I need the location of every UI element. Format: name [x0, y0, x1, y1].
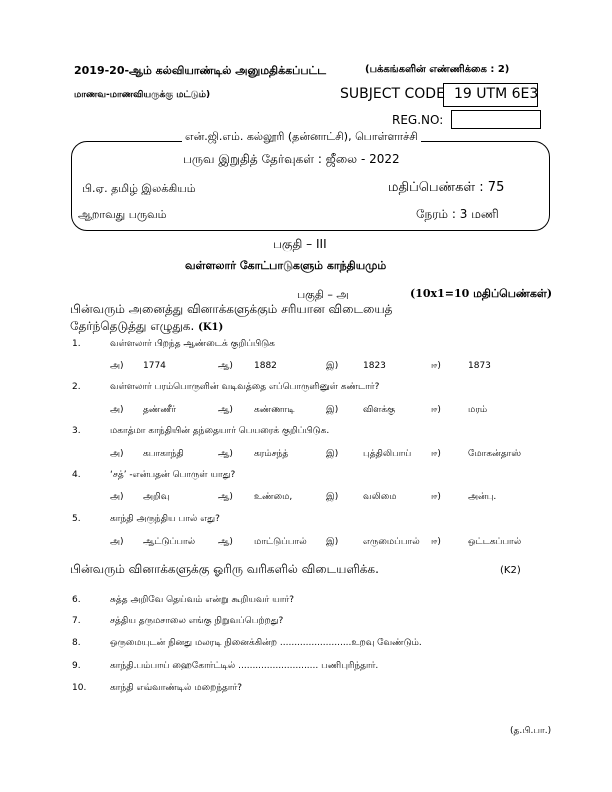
option-text: அன்பு.: [468, 492, 497, 502]
option-label: அ): [110, 449, 124, 459]
question-number: 6.: [72, 595, 81, 605]
question-text: காந்தி அருந்திய பால் எது?: [110, 514, 220, 524]
option-text: தண்ணீர்: [143, 405, 177, 415]
option-label: ஈ): [431, 405, 441, 415]
question-text: வள்ளலார் பரம்பொருளின் வடிவத்தை எப்பொருளினுள் கண்டார்?: [110, 382, 380, 392]
option-text: 1882: [254, 361, 277, 371]
question-text: காந்தி.பம்பாய் ஹைகோர்ட்டில் ............................ பணிபுரிந்தார்.: [110, 661, 379, 671]
question-number: 7.: [72, 616, 81, 626]
section-b-level: (K2): [500, 565, 521, 576]
subject-code-label: SUBJECT CODE: [340, 86, 445, 102]
academic-year-note: 2019-20-ஆம் கல்வியாண்டில் அனுமதிக்கப்பட்ட: [74, 64, 327, 77]
question-number: 2.: [72, 382, 81, 392]
question-number: 3.: [72, 426, 81, 436]
question-text: சுத்த அறிவே தெய்வம் என்று கூறியவர் யார்?: [110, 595, 295, 605]
option-label: இ): [326, 492, 339, 502]
option-text: அறிவு: [143, 492, 170, 502]
paper-title: வள்ளலார் கோட்பாடுகளும் காந்தியமும்: [185, 259, 387, 272]
section-a-label: பகுதி – அ: [297, 288, 349, 301]
exam-duration: நேரம் : 3 மணி: [416, 207, 499, 221]
option-text: கண்ணாடி: [254, 405, 295, 415]
option-label: ஆ): [218, 405, 233, 415]
exam-title: பருவ இறுதித் தேர்வுகள் : ஜீலை - 2022: [183, 152, 400, 166]
option-label: அ): [110, 361, 124, 371]
option-label: ஈ): [431, 492, 441, 502]
question-text: ஒருமையுடன் நினது மலரடி நினைக்கின்ற .........................உறவு வேண்டும்.: [110, 638, 422, 648]
instruction-2-text: தேர்ந்தெடுத்து எழுதுக.: [70, 319, 195, 333]
section-a-instruction-2: [70, 319, 223, 335]
section-a-instruction-1: பின்வரும் அனைத்து வினாக்களுக்கும் சரியான விடையைத்: [70, 302, 393, 316]
option-label: அ): [110, 492, 124, 502]
option-text: விளக்கு: [363, 405, 396, 415]
option-text: ஆட்டுப்பால்: [143, 537, 196, 547]
option-label: ஆ): [218, 449, 233, 459]
college-name: என்.ஜி.எம். கல்லூரி (தன்னாட்சி), பொள்ளாச்சி: [182, 130, 421, 145]
option-label: ஈ): [431, 361, 441, 371]
semester: ஆறாவது பருவம்: [78, 208, 167, 221]
option-label: இ): [326, 537, 339, 547]
option-text: மோகன்தாஸ்: [468, 449, 522, 459]
question-number: 9.: [72, 661, 81, 671]
option-text: ஒட்டகப்பால்: [468, 537, 522, 547]
option-label: அ): [110, 405, 124, 415]
option-label: ஈ): [431, 449, 441, 459]
section-a-level: (K1): [198, 322, 224, 333]
option-label: ஈ): [431, 537, 441, 547]
option-text: மாட்டுப்பால்: [254, 537, 307, 547]
option-text: 1823: [363, 361, 386, 371]
option-label: இ): [326, 361, 339, 371]
question-number: 10.: [72, 683, 87, 693]
option-text: 1873: [468, 361, 491, 371]
option-text: 1774: [143, 361, 166, 371]
subject-code-value: 19 UTM 6E3: [454, 86, 539, 102]
question-number: 1.: [72, 339, 81, 349]
question-number: 5.: [72, 514, 81, 524]
page-count-note: (பக்கங்களின் எண்ணிக்கை : 2): [365, 64, 510, 75]
option-text: வலிமை: [363, 492, 397, 502]
option-label: அ): [110, 537, 124, 547]
option-label: இ): [326, 405, 339, 415]
question-text: மகாத்மா காந்தியின் தந்தையார் பெயரைக் குறிப்பிடுக.: [110, 426, 330, 436]
option-text: கரம்சந்த்: [254, 449, 289, 459]
option-text: எருமைப்பால்: [363, 537, 420, 547]
question-text: ‘சத்’ -என்பதன் பொருள் யாது?: [110, 470, 236, 480]
subject-code-box: [443, 83, 538, 107]
option-label: ஆ): [218, 361, 233, 371]
option-label: ஆ): [218, 537, 233, 547]
question-number: 8.: [72, 638, 81, 648]
students-note: மாணவ-மாணவியருக்கு மட்டும்): [74, 90, 211, 100]
reg-no-field[interactable]: [451, 110, 541, 129]
option-text: மரம்: [468, 405, 488, 415]
section-a-marks: (10x1=10 மதிப்பெண்கள்): [410, 287, 553, 300]
max-marks: மதிப்பெண்கள் : 75: [388, 180, 505, 195]
paper-part: பகுதி – III: [273, 237, 327, 251]
option-label: இ): [326, 449, 339, 459]
option-label: ஆ): [218, 492, 233, 502]
question-number: 4.: [72, 470, 81, 480]
question-text: காந்தி எவ்வாண்டில் மறைந்தார்?: [110, 683, 243, 693]
reg-no-label: REG.NO:: [392, 113, 444, 127]
question-text: சத்திய தருமசாலை எங்கு நிறுவப்பெற்றது?: [110, 616, 284, 626]
course-name: பி.ஏ. தமிழ் இலக்கியம்: [82, 182, 196, 195]
option-text: கபாகாந்தி: [143, 449, 184, 459]
option-text: உண்மை,: [254, 492, 293, 502]
option-text: புத்திலிபாய்: [363, 449, 412, 459]
section-b-instruction: பின்வரும் வினாக்களுக்கு ஓரிரு வரிகளில் விடையளிக்க.: [70, 562, 379, 576]
question-text: வள்ளலார் பிறந்த ஆண்டைக் குறிப்பிடுக: [110, 339, 275, 349]
please-turn-over: (த.பி.பா.): [510, 726, 552, 736]
